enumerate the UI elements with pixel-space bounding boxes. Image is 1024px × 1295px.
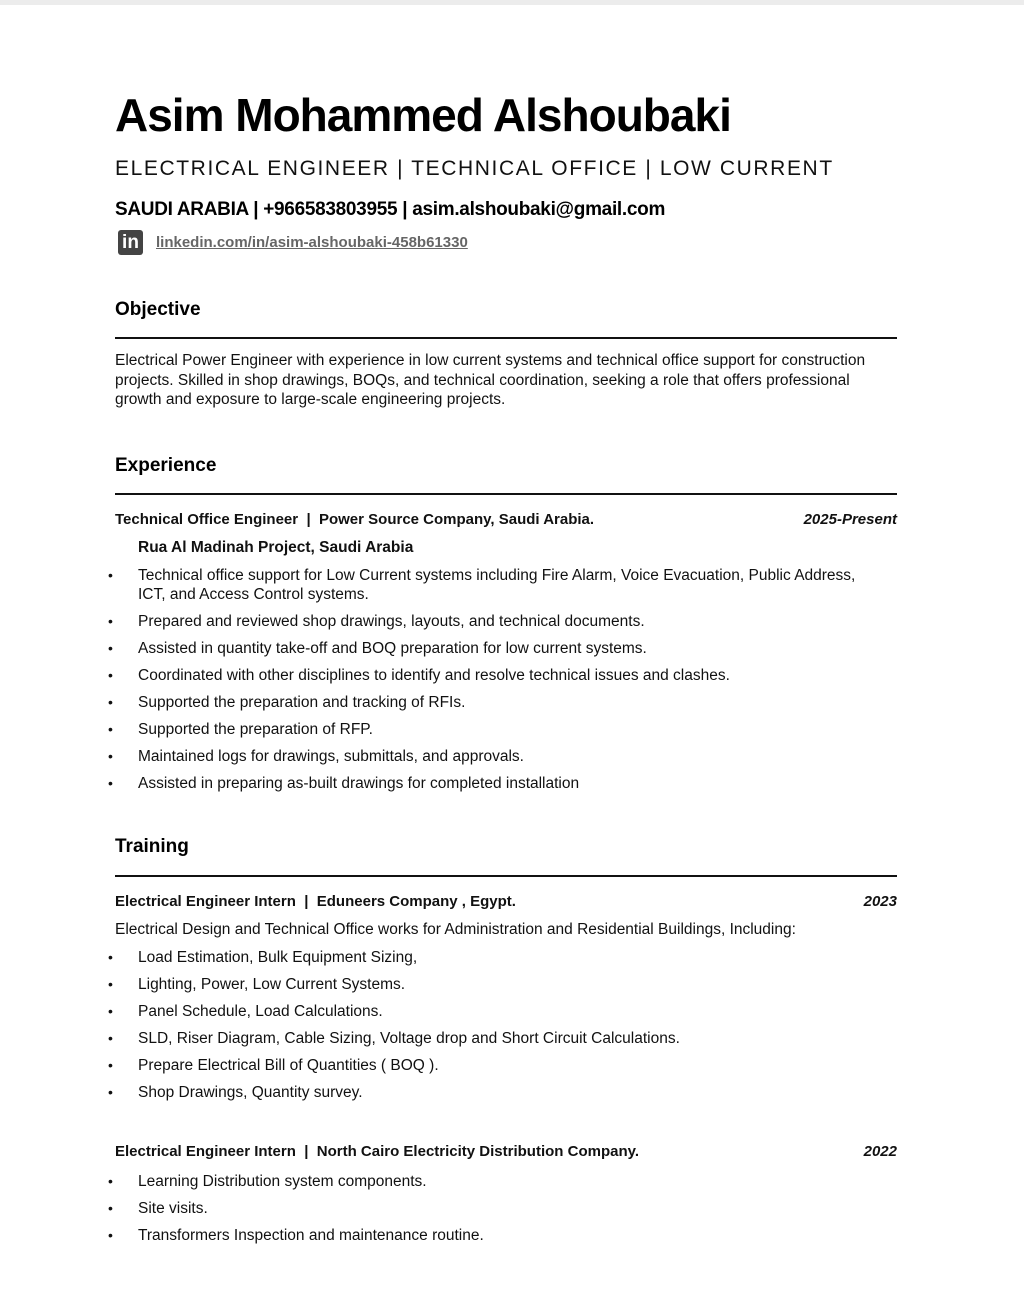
training-date: 2023 (863, 893, 897, 910)
linkedin-link[interactable]: linkedin.com/in/asim-alshoubaki-458b61330 (156, 234, 468, 251)
objective-text: Electrical Power Engineer with experience in low current systems and technical office support for construction projects. Skilled in shop drawings, BOQs, and technical coordination, seeking a role that offers professional growth and exposure to large-scale engineering projects. (115, 352, 866, 408)
linkedin-row (115, 230, 468, 255)
list-item: • Prepare Electrical Bill of Quantities ( BOQ ). (115, 1056, 875, 1075)
list-item: • Supported the preparation of RFP. (115, 720, 875, 739)
section-heading-experience: Experience (115, 455, 217, 476)
job-title: Technical Office Engineer | Power Source Company, Saudi Arabia. (115, 511, 595, 528)
list-item: • Load Estimation, Bulk Equipment Sizing, (115, 948, 875, 967)
training-header (115, 893, 897, 910)
list-item: • Supported the preparation and tracking of RFIs. (115, 693, 875, 712)
section-divider (115, 875, 897, 877)
job-bullets (115, 566, 875, 801)
training-title: Electrical Engineer Intern | Eduneers Company , Egypt. (115, 893, 516, 910)
list-item: • Lighting, Power, Low Current Systems. (115, 975, 875, 994)
contact-info: SAUDI ARABIA | +966583803955 | asim.alshoubaki@gmail.com (115, 199, 666, 220)
list-item: • Shop Drawings, Quantity survey. (115, 1083, 875, 1102)
list-item: • Assisted in quantity take-off and BOQ preparation for low current systems. (115, 639, 875, 658)
list-item: • Technical office support for Low Current systems including Fire Alarm, Voice Evacuation, Public Address, ICT, and Access Control systems. (115, 566, 875, 604)
job-date: 2025-Present (803, 511, 897, 528)
section-divider (115, 493, 897, 495)
training-description: Electrical Design and Technical Office works for Administration and Residential Buildings, Including: (115, 921, 796, 938)
section-heading-training: Training (115, 836, 189, 857)
training-bullets (115, 948, 875, 1110)
list-item: • Transformers Inspection and maintenance routine. (115, 1226, 875, 1245)
training-bullets (115, 1172, 875, 1253)
candidate-subtitle: ELECTRICAL ENGINEER | TECHNICAL OFFICE | LOW CURRENT (115, 157, 834, 180)
candidate-name: Asim Mohammed Alshoubaki (115, 89, 731, 141)
list-item: • Panel Schedule, Load Calculations. (115, 1002, 875, 1021)
list-item: • Assisted in preparing as-built drawings for completed installation (115, 774, 875, 793)
section-heading-objective: Objective (115, 299, 201, 320)
top-bar (0, 0, 1024, 5)
training-header (115, 1143, 897, 1160)
job-header (115, 511, 897, 528)
section-divider (115, 337, 897, 339)
training-date: 2022 (863, 1143, 897, 1160)
job-project: Rua Al Madinah Project, Saudi Arabia (138, 539, 414, 556)
training-title: Electrical Engineer Intern | North Cairo Electricity Distribution Company. (115, 1143, 640, 1160)
list-item: • Learning Distribution system components. (115, 1172, 875, 1191)
list-item: • Maintained logs for drawings, submittals, and approvals. (115, 747, 875, 766)
list-item: • SLD, Riser Diagram, Cable Sizing, Voltage drop and Short Circuit Calculations. (115, 1029, 875, 1048)
list-item: • Prepared and reviewed shop drawings, layouts, and technical documents. (115, 612, 875, 631)
list-item: • Site visits. (115, 1199, 875, 1218)
linkedin-icon: in (118, 230, 143, 255)
list-item: • Coordinated with other disciplines to identify and resolve technical issues and clashes. (115, 666, 875, 685)
